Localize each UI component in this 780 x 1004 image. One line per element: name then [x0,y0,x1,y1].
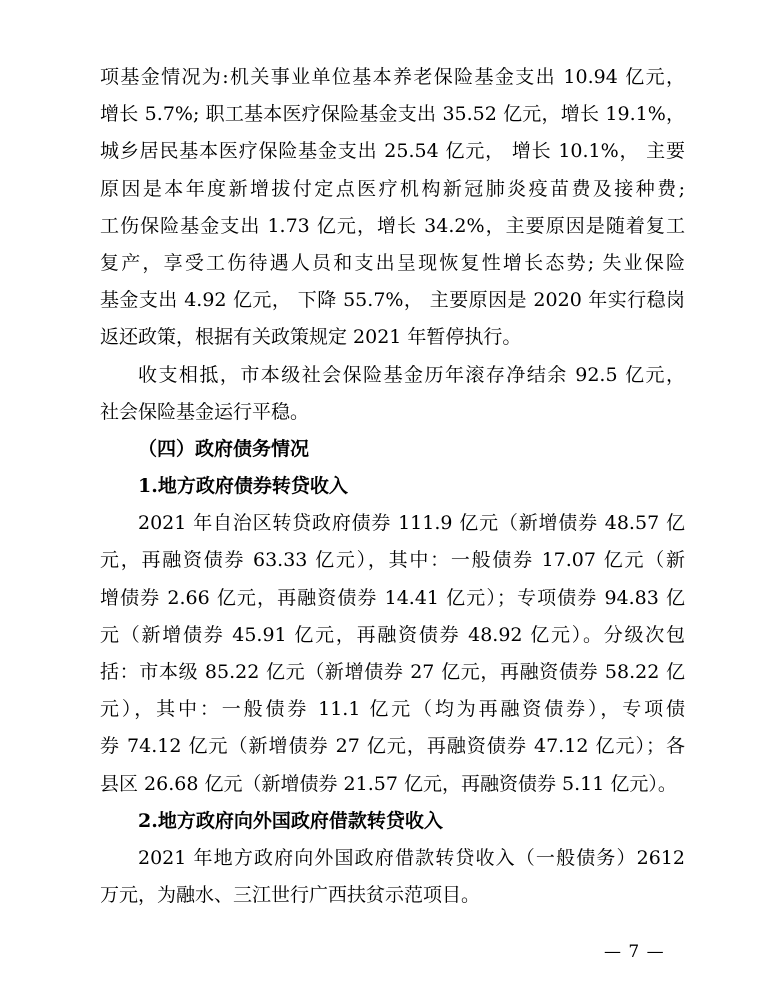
text-line: 城乡居民基本医疗保险基金支出 25.54 亿元， 增长 10.1%， 主要 [100,140,685,163]
subheading-foreign-loan-transfer: 2.地方政府向外国政府借款转贷收入 [138,809,443,832]
text-line: 复产，享受工伤待遇人员和支出呈现恢复性增长态势; 失业保险 [100,251,685,274]
text-line: 元），其中：一般债券 11.1 亿元（均为再融资债券），专项债 [100,698,685,721]
section-heading-government-debt: （四）政府债务情况 [138,437,310,460]
text-line: 项基金情况为:机关事业单位基本养老保险基金支出 10.94 亿元， [100,66,685,88]
text-line: 工伤保险基金支出 1.73 亿元，增长 34.2%，主要原因是随着复工 [100,214,685,237]
page-number: — 7 — [604,942,665,962]
text-line: 收支相抵，市本级社会保险基金历年滚存净结余 92.5 亿元， [138,363,685,386]
paragraph-fund-expenditure [100,59,685,357]
text-line: 券 74.12 亿元（新增债券 27 亿元，再融资债券 47.12 亿元）；各 [100,735,685,758]
paragraph-foreign-loan [100,840,685,914]
text-line: 万元，为融水、三江世行广西扶贫示范项目。 [100,884,481,907]
text-line: 元，再融资债券 63.33 亿元），其中：一般债券 17.07 亿元（新 [100,549,685,572]
text-line: 基金支出 4.92 亿元， 下降 55.7%， 主要原因是 2020 年实行稳岗 [100,289,685,312]
text-line: 2021 年地方政府向外国政府借款转贷收入（一般债务）2612 [138,846,685,869]
text-line: 原因是本年度新增拔付定点医疗机构新冠肺炎疫苗费及接种费; [100,177,685,200]
text-line: 元（新增债券 45.91 亿元，再融资债券 48.92 亿元）。分级次包 [100,623,685,646]
paragraph-fund-balance [100,357,685,431]
text-line: 社会保险基金运行平稳。 [100,400,310,423]
text-line: 括：市本级 85.22 亿元（新增债券 27 亿元，再融资债券 58.22 亿 [100,661,685,683]
text-line: 增长 5.7%; 职工基本医疗保险基金支出 35.52 亿元，增长 19.1%， [100,103,685,126]
text-line: 2021 年自治区转贷政府债券 111.9 亿元（新增债券 48.57 亿 [138,512,685,535]
paragraph-bond-details [100,505,685,803]
document-body [100,59,685,914]
text-line: 增债券 2.66 亿元，再融资债券 14.41 亿元）；专项债券 94.83 亿 [100,586,685,609]
text-line: 返还政策，根据有关政策规定 2021 年暂停执行。 [100,326,522,349]
text-line: 县区 26.68 亿元（新增债券 21.57 亿元，再融资债券 5.11 亿元）。 [100,772,677,795]
subheading-local-bond-transfer: 1.地方政府债券转贷收入 [138,475,348,498]
